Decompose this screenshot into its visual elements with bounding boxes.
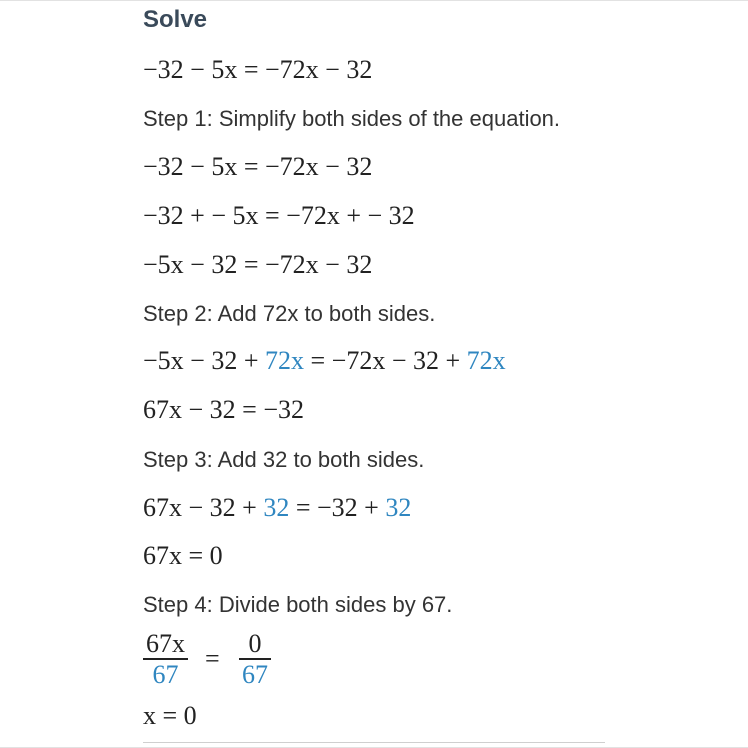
step-2-line-2: 67x − 32 = −32: [143, 395, 304, 424]
step-2-line-1-part-a: −5x − 32 +: [143, 346, 265, 375]
step-3-line-1-part-a: 67x − 32 +: [143, 493, 264, 522]
step-2-added-term-left: 72x: [265, 346, 304, 375]
step-3-added-term-left: 32: [263, 493, 290, 522]
right-denominator: 67: [242, 659, 268, 689]
step-3-line-1-part-c: = −32 +: [289, 493, 386, 522]
left-denominator: 67: [152, 659, 179, 689]
step-3-added-term-right: 32: [385, 493, 412, 522]
step-3-label: Step 3: Add 32 to both sides.: [143, 447, 425, 472]
step-4-label: Step 4: Divide both sides by 67.: [143, 592, 453, 617]
step-3-line-2: 67x = 0: [143, 541, 223, 570]
step-2-label: Step 2: Add 72x to both sides.: [143, 301, 436, 326]
problem-equation: −32 − 5x = −72x − 32: [143, 55, 373, 84]
step-1-line-3: −5x − 32 = −72x − 32: [143, 250, 373, 279]
step-2-line-1: [143, 346, 506, 376]
solve-title: Solve: [143, 6, 208, 33]
left-fraction: [143, 630, 188, 690]
step-1-label: Step 1: Simplify both sides of the equation.: [143, 106, 561, 131]
step-1-line-2: −32 + − 5x = −72x + − 32: [143, 201, 415, 230]
right-fraction: [239, 630, 271, 690]
right-numerator: 0: [248, 629, 262, 658]
step-2-line-1-part-c: = −72x − 32 +: [304, 346, 467, 375]
step-3-line-1: [143, 493, 411, 523]
solution-content: [143, 0, 613, 748]
step-1-line-1: −32 − 5x = −72x − 32: [143, 152, 373, 181]
final-answer: x = 0: [143, 701, 197, 730]
fraction-equals: =: [205, 644, 220, 673]
step-4-fraction-equation: [143, 630, 283, 690]
left-numerator: 67x: [146, 629, 185, 658]
bottom-divider: [143, 742, 605, 743]
step-2-added-term-right: 72x: [466, 346, 506, 375]
